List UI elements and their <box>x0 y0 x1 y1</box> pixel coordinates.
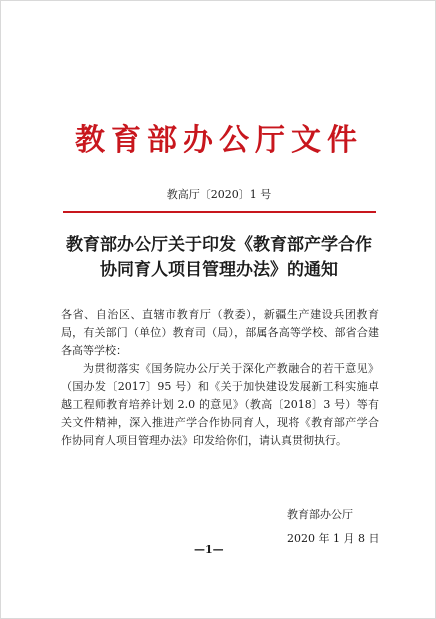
addressees-paragraph: 各省、自治区、直辖市教育厅（教委），新疆生产建设兵团教育局，有关部门（单位）教育司（局），部属各高等学校、部省合建各高等学校： <box>61 308 379 357</box>
document-title-line-1: 教育部办公厅关于印发《教育部产学合作 <box>66 235 372 255</box>
document-body <box>61 306 379 450</box>
issue-date: 2020 年 1 月 8 日 <box>287 532 380 545</box>
issuer-header: 教育部办公厅文件 <box>75 123 363 158</box>
document-number: 教高厅〔2020〕1 号 <box>166 188 272 201</box>
red-divider-line <box>63 211 376 213</box>
signature: 教育部办公厅 <box>287 508 353 521</box>
document-title-line-2: 协同育人项目管理办法》的通知 <box>100 260 338 280</box>
page-number: —1— <box>194 543 224 556</box>
document-title <box>61 233 377 283</box>
main-paragraph: 为贯彻落实《国务院办公厅关于深化产教融合的若干意见》（国办发〔2017〕95 号）和《关于加快建设发展新工科实施卓越工程师教育培养计划 2.0 的意见》（教高〔2018〕3 号）等有关文件精神，深入推进产学合作协同育人，现将《教育部产学合作协同育人项目管理办法》印发给你们，请认真贯彻执行。 <box>61 362 379 447</box>
